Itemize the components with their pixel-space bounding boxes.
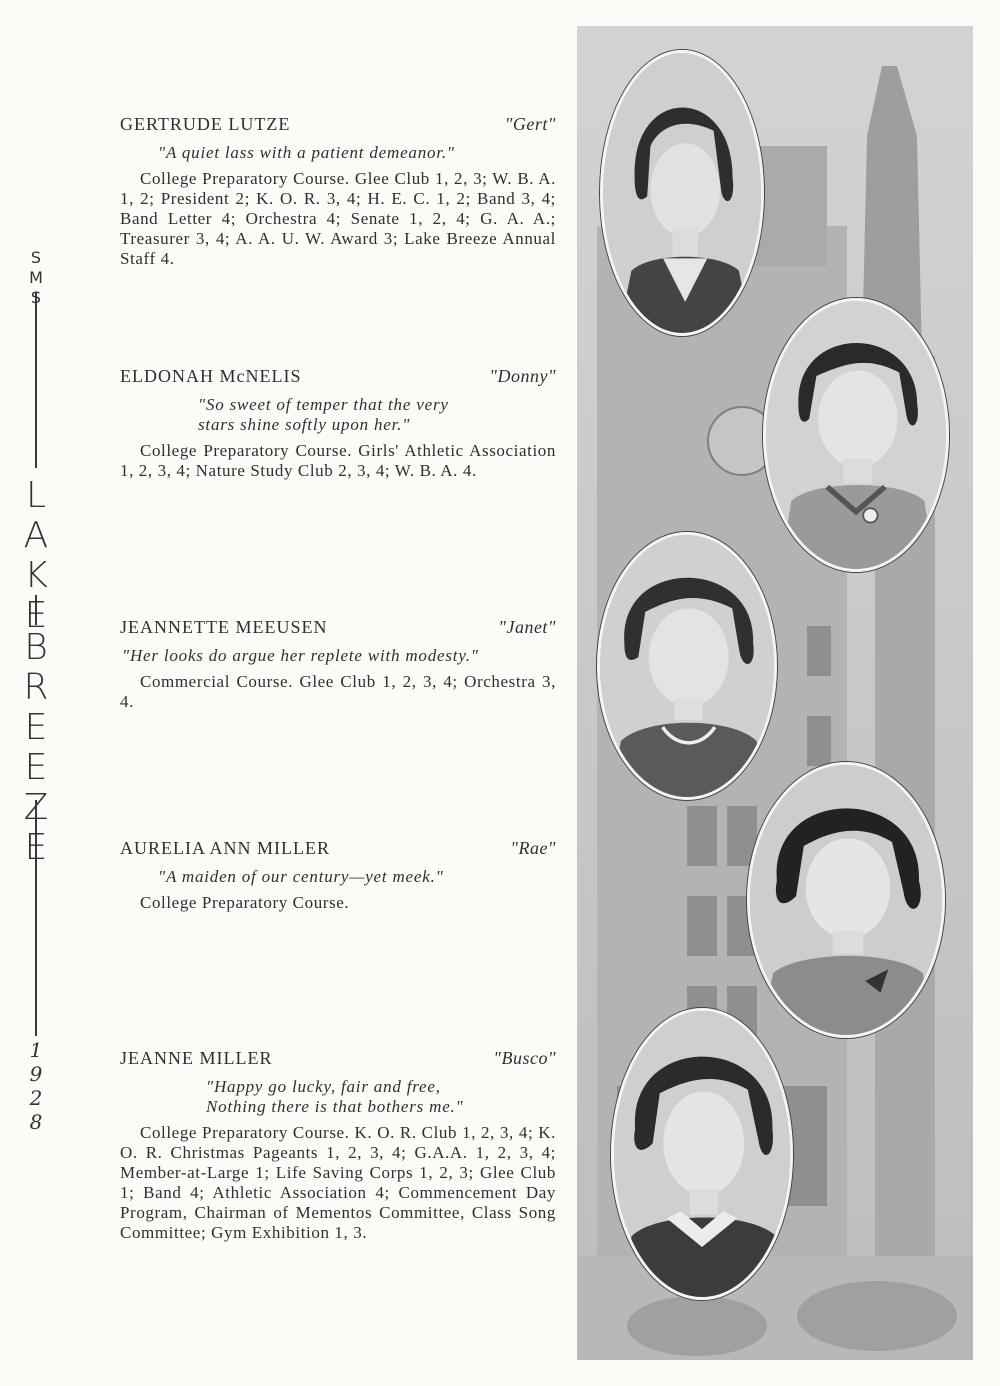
portrait-image (766, 301, 946, 569)
student-nickname: "Donny" (489, 366, 556, 386)
portrait-photo (747, 762, 945, 1038)
portrait-photo (611, 1008, 793, 1300)
student-nickname: "Rae" (510, 838, 556, 858)
student-activities: College Preparatory Course. Glee Club 1, 2, 3; W. B. A. 1, 2; President 2; K. O. R. 3, 4; H. E. C. 1, 2; Band 3, 4; Band Letter 4; Orchestra 4; Senate 1, 2, 4; G. A. A.; Treasurer 3, 4; A. A. U. W. Award 3; Lake Breeze Annual Staff 4. (120, 169, 556, 268)
student-activities: College Preparatory Course. K. O. R. Club 1, 2, 3, 4; K. O. R. Christmas Pageants 1, 2, 3, 4; G.A.A. 1, 2, 3, 4; Member-at-Large 1; Life Saving Corps 1, 2, 3; Glee Club 1; Band 4; Athletic Association 4; Commencement Day Program, Chairman of Mementos Committee, Class Song Committee; Gym Exhibition 1, 3. (120, 1123, 556, 1242)
school-monogram: S M S (29, 248, 43, 307)
student-name: GERTRUDE LUTZE (120, 114, 291, 134)
portrait-image (750, 765, 942, 1035)
student-nickname: "Busco" (493, 1048, 556, 1068)
portrait-photo (600, 50, 764, 336)
student-quote: "A quiet lass with a patient demeanor." (158, 143, 455, 162)
photo-panel (577, 26, 973, 1360)
student-name: ELDONAH McNELIS (120, 366, 302, 386)
student-entry (120, 114, 556, 269)
margin-rule (35, 292, 37, 468)
student-quote: "So sweet of temper that the very stars shine softly upon her." (198, 395, 449, 434)
portrait-photo (763, 298, 949, 572)
student-entry (120, 1048, 556, 1243)
student-activities: College Preparatory Course. (140, 893, 350, 912)
student-nickname: "Gert" (504, 114, 556, 134)
student-entry (120, 366, 556, 481)
title-year: 1 9 2 8 (29, 1038, 43, 1134)
title-lake: L A K E (23, 475, 49, 636)
student-quote: "Happy go lucky, fair and free, Nothing there is that bothers me." (206, 1077, 464, 1116)
student-entry (120, 838, 556, 913)
student-name: AURELIA ANN MILLER (120, 838, 330, 858)
student-nickname: "Janet" (498, 617, 556, 637)
portrait-photo (597, 532, 777, 800)
student-quote: "Her looks do argue her replete with modesty." (122, 646, 479, 665)
student-activities: Commercial Course. Glee Club 1, 2, 3, 4; Orchestra 3, 4. (120, 672, 556, 711)
portrait-image (614, 1011, 790, 1297)
portrait-image (603, 53, 761, 333)
student-entry (120, 617, 556, 712)
student-name: JEANNETTE MEEUSEN (120, 617, 328, 637)
student-activities: College Preparatory Course. Girls' Athletic Association 1, 2, 3, 4; Nature Study Club 2, 3, 4; W. B. A. 4. (120, 441, 556, 480)
student-name: JEANNE MILLER (120, 1048, 273, 1068)
title-breeze: B R E E Z E (23, 627, 49, 868)
margin-title (14, 240, 60, 1134)
portrait-image (600, 535, 774, 797)
student-quote: "A maiden of our century—yet meek." (158, 867, 444, 886)
